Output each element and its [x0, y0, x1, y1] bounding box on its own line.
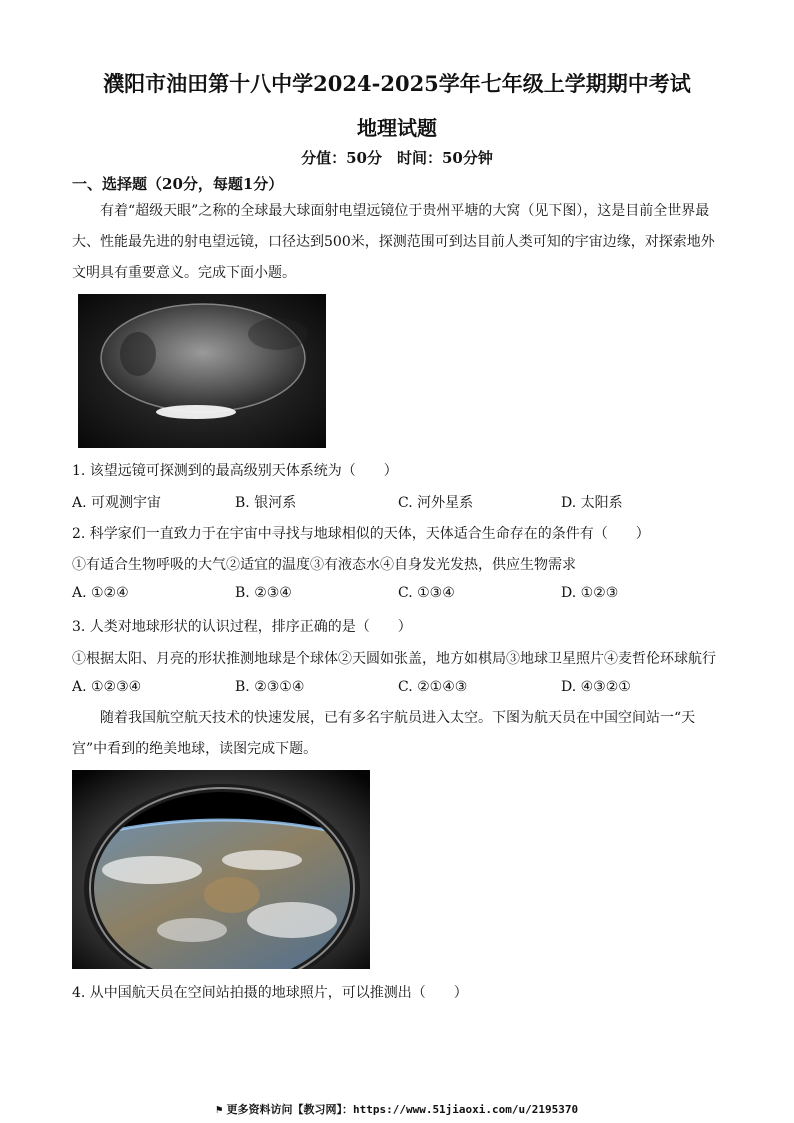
- telescope-photo: [78, 294, 326, 448]
- q3-option-c[interactable]: C. ②①④③: [398, 679, 468, 695]
- question-3-statements: ①根据太阳、月亮的形状推测地球是个球体②天圆如张盖，地方如棋局③地球卫星照片④麦哲伦环球航行: [72, 651, 716, 667]
- q2-option-c[interactable]: C. ①③④: [398, 585, 455, 601]
- intro-paragraph-telescope: 有着“超级天眼”之称的全球最大球面射电望远镜位于贵州平塘的大窝（见下图），这是目前全世界最大、性能最先进的射电望远镜，口径达到500米，探测范围可到达目前人类可知的宇宙边缘，对探索地外文明具有重要意义。完成下面小题。: [72, 203, 715, 281]
- q1-option-c[interactable]: C. 河外星系: [398, 495, 474, 511]
- exam-title: 濮阳市油田第十八中学2024-2025学年七年级上学期期中考试: [103, 71, 691, 96]
- score-time: 分值：50分 时间：50分钟: [301, 149, 493, 167]
- question-2-statements: ①有适合生物呼吸的大气②适宜的温度③有液态水④自身发光发热，供应生物需求: [72, 557, 576, 573]
- intro-paragraph-spacestation: 随着我国航空航天技术的快速发展，已有多名宇航员进入太空。下图为航天员在中国空间站一“天宫”中看到的绝美地球，读图完成下题。: [72, 710, 696, 757]
- q2-option-d[interactable]: D. ①②③: [561, 585, 619, 601]
- subject-title: 地理试题: [357, 116, 437, 140]
- section-heading: 一、选择题（20分，每题1分）: [72, 175, 284, 193]
- q2-option-b[interactable]: B. ②③④: [235, 585, 292, 601]
- q3-option-a[interactable]: A. ①②③④: [72, 679, 142, 695]
- q3-option-d[interactable]: D. ④③②①: [561, 679, 631, 695]
- footer-text: 更多资料访问【教习网】：https://www.51jiaoxi.com/u/2195370: [226, 1103, 579, 1116]
- footer-link[interactable]: [0, 1101, 794, 1117]
- question-4-stem: 4. 从中国航天员在空间站拍摄的地球照片，可以推测出（ ）: [72, 985, 468, 1001]
- question-2-stem: 2. 科学家们一直致力于在宇宙中寻找与地球相似的天体，天体适合生命存在的条件有（ ）: [72, 526, 650, 542]
- question-1-stem: 1. 该望远镜可探测到的最高级别天体系统为（ ）: [72, 463, 398, 479]
- q3-option-b[interactable]: B. ②③①④: [235, 679, 305, 695]
- q1-option-a[interactable]: A. 可观测宇宙: [72, 495, 162, 511]
- q1-option-d[interactable]: D. 太阳系: [561, 495, 623, 511]
- question-3-stem: 3. 人类对地球形状的认识过程，排序正确的是（ ）: [72, 619, 412, 635]
- q1-option-b[interactable]: B. 银河系: [235, 495, 297, 511]
- flag-icon: ⚑: [215, 1103, 223, 1116]
- earth-porthole-photo: [72, 770, 370, 969]
- q2-option-a[interactable]: A. ①②④: [72, 585, 129, 601]
